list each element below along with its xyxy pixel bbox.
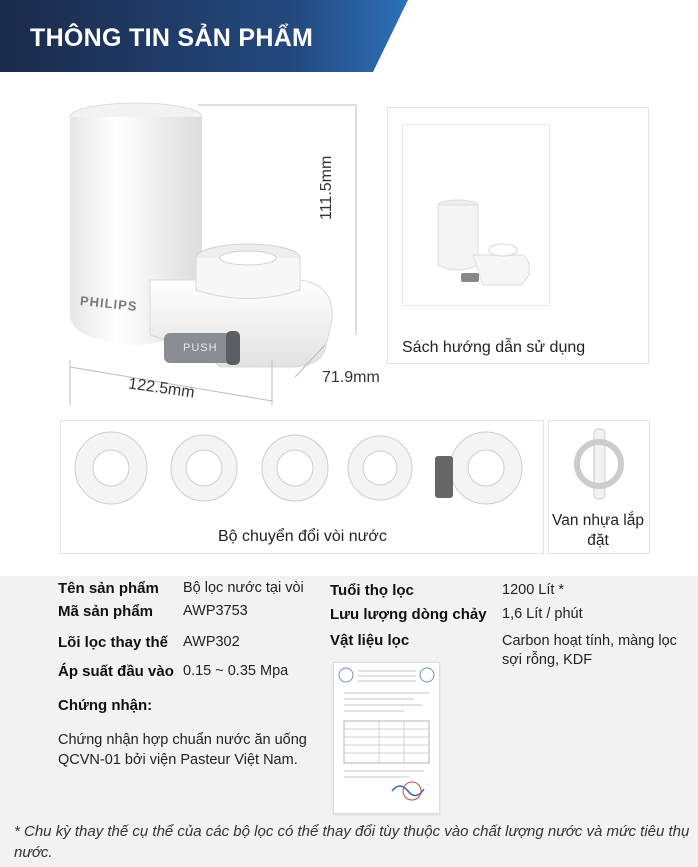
manual-caption: Sách hướng dẫn sử dụng <box>402 339 586 356</box>
certificate-image <box>333 662 440 814</box>
cert-text: Chứng nhận hợp chuẩn nước ăn uống QCVN-01 bởi viện Pasteur Việt Nam. <box>58 732 307 768</box>
adapter-ring-4 <box>348 436 412 500</box>
valve-icon <box>549 421 649 511</box>
adapter-ring-5 <box>435 432 522 504</box>
certificate-document-icon <box>334 663 439 813</box>
adapter-ring-2 <box>171 435 237 501</box>
spec-label-name: Tên sản phẩm <box>58 580 159 597</box>
spec-value-lifetime: 1200 Lít * <box>502 582 565 598</box>
adapter-rings <box>61 421 543 521</box>
adapter-ring-3 <box>262 435 328 501</box>
manual-image <box>402 124 550 306</box>
footnote: * Chu kỳ thay thế cụ thể của các bộ lọc có thể thay đổi tùy thuộc vào chất lượng nước và mức tiêu thụ nước. <box>14 823 690 861</box>
adapters-caption: Bộ chuyển đổi vòi nước <box>218 528 387 545</box>
spec-label-lifetime: Tuổi thọ lọc <box>330 582 414 599</box>
cert-label: Chứng nhận: <box>58 697 153 714</box>
spec-value-material: Carbon hoạt tính, màng lọc sợi rỗng, KDF <box>502 633 677 668</box>
manual-product-image <box>403 125 549 305</box>
valve-caption: Van nhựa lắp đặt <box>552 512 644 549</box>
spec-label-pressure: Áp suất đầu vào <box>58 663 174 680</box>
spec-value-flow: 1,6 Lít / phút <box>502 606 583 622</box>
adapter-ring-1 <box>75 432 147 504</box>
page-title: THÔNG TIN SẢN PHẨM <box>30 24 314 52</box>
dimension-height: 111.5mm <box>318 155 335 220</box>
dimension-depth: 71.9mm <box>322 369 380 386</box>
spec-label-flow: Lưu lượng dòng chảy <box>330 606 487 623</box>
spec-label-material: Vật liệu lọc <box>330 632 410 649</box>
brand-logo: PHILIPS <box>79 293 139 314</box>
manual-box <box>387 107 649 364</box>
spec-value-cartridge: AWP302 <box>183 634 240 650</box>
push-button-label: PUSH <box>183 342 218 354</box>
dimension-width: 122.5mm <box>127 375 196 402</box>
spec-label-cartridge: Lõi lọc thay thế <box>58 634 169 651</box>
spec-label-code: Mã sản phẩm <box>58 603 154 620</box>
spec-value-pressure: 0.15 ~ 0.35 Mpa <box>183 663 289 679</box>
spec-value-name: Bộ lọc nước tại vòi <box>183 580 304 596</box>
product-illustration <box>0 95 360 415</box>
spec-value-code: AWP3753 <box>183 603 248 619</box>
